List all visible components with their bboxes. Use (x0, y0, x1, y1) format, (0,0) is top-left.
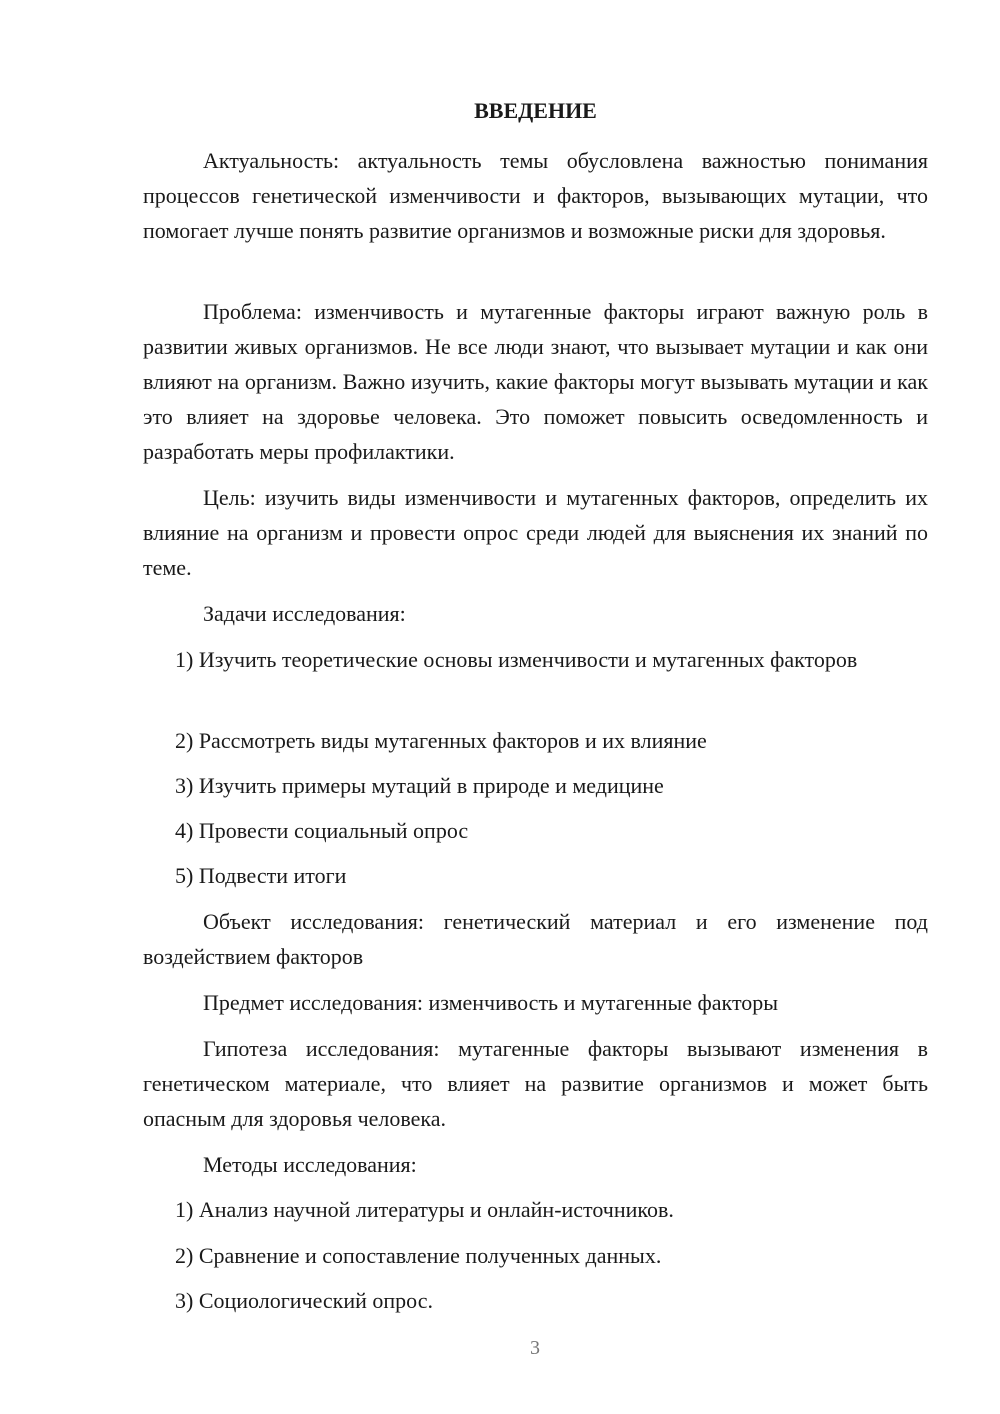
paragraph-object: Объект исследования: генетический материал и его изменение под воздействием факторов (143, 909, 928, 969)
list-item-task-2: 2) Рассмотреть виды мутагенных факторов и их влияние (175, 728, 707, 753)
page-heading: ВВЕДЕНИЕ (474, 98, 597, 123)
paragraph-goal: Цель: изучить виды изменчивости и мутагенных факторов, определить их влияние на организм и провести опрос среди людей для выяснения их знаний по теме. (143, 485, 928, 580)
paragraph-subject: Предмет исследования: изменчивость и мутагенные факторы (203, 990, 779, 1015)
page-number: 3 (530, 1337, 540, 1359)
paragraph-hypothesis: Гипотеза исследования: мутагенные факторы вызывают изменения в генетическом материале, что влияет на развитие организмов и может быть опасным для здоровья человека. (143, 1036, 928, 1131)
list-item-method-1: 1) Анализ научной литературы и онлайн-источников. (175, 1197, 674, 1222)
list-item-task-3: 3) Изучить примеры мутаций в природе и медицине (175, 773, 664, 798)
list-item-method-2: 2) Сравнение и сопоставление полученных данных. (175, 1243, 662, 1268)
list-item-task-4: 4) Провести социальный опрос (175, 818, 469, 843)
paragraph-relevance: Актуальность: актуальность темы обусловлена важностью понимания процессов генетической изменчивости и факторов, вызывающих мутации, что помогает лучше понять развитие организмов и возможные риски для здоровья. (143, 148, 928, 243)
paragraph-problem: Проблема: изменчивость и мутагенные факторы играют важную роль в развитии живых организмов. Не все люди знают, что вызывает мутации и как они влияют на организм. Важно изучить, какие факторы могут вызывать мутации и как это влияет на здоровье человека. Это поможет повысить осведомленность и разработать меры профилактики. (143, 299, 928, 464)
paragraph-methods-heading: Методы исследования: (203, 1152, 417, 1177)
list-item-task-1: 1) Изучить теоретические основы изменчивости и мутагенных факторов (175, 647, 858, 672)
list-item-method-3: 3) Социологический опрос. (175, 1288, 433, 1313)
list-item-task-5: 5) Подвести итоги (175, 863, 347, 888)
paragraph-tasks-heading: Задачи исследования: (203, 601, 406, 626)
